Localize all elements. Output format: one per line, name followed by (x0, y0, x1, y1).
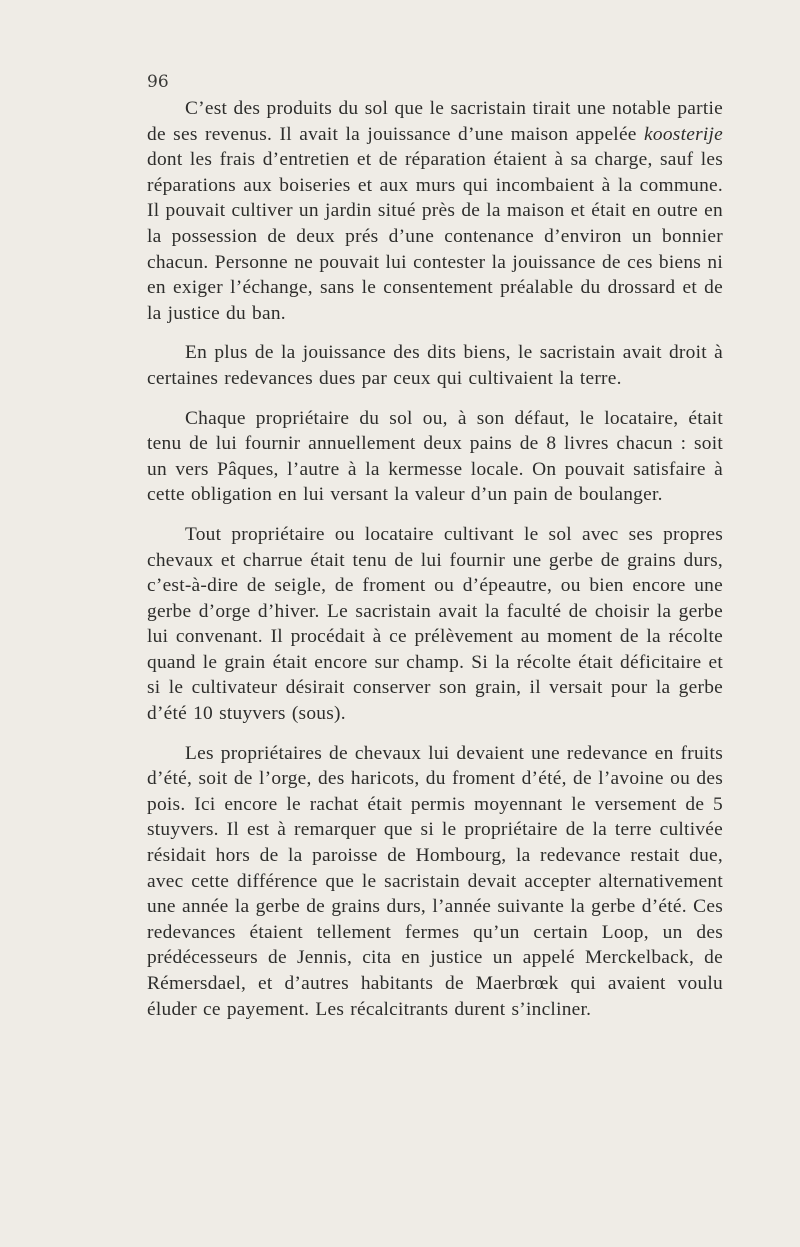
paragraph-1 (147, 96, 723, 326)
paragraph-3: Chaque propriétaire du sol ou, à son défaut, le locataire, était tenu de lui fournir annuellement deux pains de 8 livres chacun : soit un vers Pâques, l’autre à la kermesse locale. On pouvait satisfaire à cette obligation en lui versant la valeur d’un pain de boulanger. (147, 407, 723, 506)
paragraph-5: Les propriétaires de chevaux lui devaient une redevance en fruits d’été, soit de l’orge, des haricots, du froment d’été, de l’avoine ou des pois. Ici encore le rachat était permis moyennant le versement de 5 stuyvers. Il est à remarquer que si le propriétaire de la terre cultivée résidait hors de la paroisse de Hombourg, la redevance restait due, avec cette différence que le sacristain devait accepter alternativement une année la gerbe de grains durs, l’année suivante la gerbe d’été. Ces redevances étaient tellement fermes qu’un certain Loop, un des prédécesseurs de Jennis, cita en justice un appelé Merckelback, de Rémersdael, et d’autres habitants de Maerbrœk qui avaient voulu éluder ce payement. Les récalcitrants durent s’incliner. (147, 742, 723, 1020)
paragraph-4: Tout propriétaire ou locataire cultivant le sol avec ses propres chevaux et charrue était tenu de lui fournir une gerbe de grains durs, c’est-à-dire de seigle, de froment ou d’épeautre, ou bien encore une gerbe d’orge d’hiver. Le sacristain avait la faculté de choisir la gerbe lui convenant. Il procédait à ce prélèvement au moment de la récolte quand le grain était encore sur champ. Si la récolte était déficitaire et si le cultivateur désirait conserver son grain, il versait pour la gerbe d’été 10 stuyvers (sous). (147, 523, 723, 725)
paragraph-1-text-before: C’est des produits du sol que le sacristain tirait une notable partie de ses revenus. Il avait la jouissance d’une maison appelée (147, 98, 723, 145)
page-number: 96 (147, 72, 169, 92)
paragraph-2: En plus de la jouissance des dits biens, le sacristain avait droit à certaines redevances dues par ceux qui cultivaient la terre. (147, 342, 723, 389)
italic-term-koosterije: koosterije (644, 123, 723, 145)
body-text (147, 96, 723, 1036)
paragraph-1-text-after: dont les frais d’entretien et de réparation étaient à sa charge, sauf les réparations aux boiseries et aux murs qui incombaient à la commune. Il pouvait cultiver un jardin situé près de la maison et était en outre en la possession de deux prés d’une contenance d’environ un bonnier chacun. Personne ne pouvait lui contester la jouissance de ces biens ni en exiger l’échange, sans le consentement préalable du drossard et de la justice du ban. (147, 149, 723, 324)
